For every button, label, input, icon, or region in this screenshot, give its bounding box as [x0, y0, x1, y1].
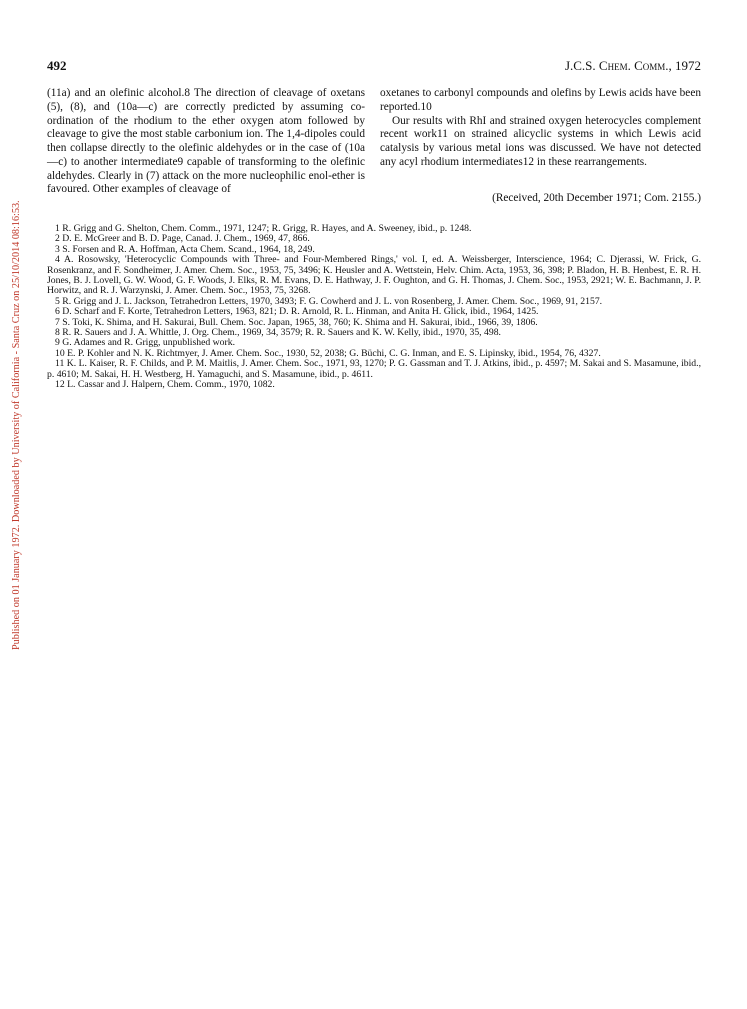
reference-item: 7 S. Toki, K. Shima, and H. Sakurai, Bull. Chem. Soc. Japan, 1965, 38, 760; K. Shima and H. Sakurai, ibid., 1966, 39, 1806. [55, 316, 538, 328]
left-column [47, 87, 365, 197]
download-watermark [0, 0, 22, 1009]
reference-item: 6 D. Scharf and F. Korte, Tetrahedron Letters, 1963, 821; D. R. Arnold, R. L. Hinman, and Anita H. Glick, ibid., 1964, 1425. [55, 306, 539, 318]
running-header [47, 58, 701, 76]
reference-item: 12 L. Cassar and J. Halpern, Chem. Comm., 1970, 1082. [55, 379, 275, 391]
body-paragraph: Our results with RhI and strained oxygen heterocycles complement recent work11 on strained alicyclic systems in which Lewis acid catalysis by various metal ions was discussed. We have not detected any acyl rhodium intermediates12 in these rearrangements. [380, 114, 701, 168]
journal-title: J.C.S. Chem. Comm., 1972 [564, 58, 701, 73]
reference-item: 2 D. E. McGreer and B. D. Page, Canad. J. Chem., 1969, 47, 866. [55, 233, 310, 245]
reference-item: 11 K. L. Kaiser, R. F. Childs, and P. M. Maitlis, J. Amer. Chem. Soc., 1971, 93, 1270; P. G. Gassman and T. J. Atkins, ibid., p. 4597; M. Sakai and S. Masamune, ibid., p. 4610; M. Sakai, H. H. Westberg, H. Yamaguchi, and S. Masamune, ibid., p. 4611. [47, 358, 701, 380]
reference-item: 5 R. Grigg and J. L. Jackson, Tetrahedron Letters, 1970, 3493; F. G. Cowherd and J. L. von Rosenberg, J. Amer. Chem. Soc., 1969, 91, 2157. [55, 295, 603, 307]
body-paragraph: oxetanes to carbonyl compounds and olefins by Lewis acids have been reported.10 [380, 87, 701, 113]
download-watermark-text: Published on 01 January 1972. Downloaded by University of California - Santa Cruz on 25/10/2014 08:16:53. [11, 200, 22, 650]
reference-item: 1 R. Grigg and G. Shelton, Chem. Comm., 1971, 1247; R. Grigg, R. Hayes, and A. Sweeney, ibid., p. 1248. [55, 223, 472, 234]
reference-item: 10 E. P. Kohler and N. K. Richtmyer, J. Amer. Chem. Soc., 1930, 52, 2038; G. Büchi, C. G. Inman, and E. S. Lipinsky, ibid., 1954, 76, 4327. [55, 347, 601, 359]
received-date: (Received, 20th December 1971; Com. 2155.) [492, 192, 701, 204]
references-list [47, 224, 701, 391]
reference-item: 8 R. R. Sauers and J. A. Whittle, J. Org. Chem., 1969, 34, 3579; R. R. Sauers and K. W. Kelly, ibid., 1970, 35, 498. [55, 327, 501, 339]
body-paragraph: (11a) and an olefinic alcohol.8 The direction of cleavage of oxetans (5), (8), and (10a—c) are correctly predicted by assuming co-ordination of the rhodium to the ether oxygen atom followed by cleavage to give the most stable carbonium ion. The 1,4-dipoles could then collapse directly to the olefinic aldehydes or in the case of (10a—c) to another intermediate9 capable of transforming to the olefinic aldehydes. Clearly in (7) attack on the more nucleophilic enol-ether is favoured. Other examples of cleavage of [47, 87, 365, 196]
reference-item: 3 S. Forsen and R. A. Hoffman, Acta Chem. Scand., 1964, 18, 249. [55, 243, 315, 255]
reference-item: 9 G. Adames and R. Grigg, unpublished work. [55, 337, 236, 349]
right-column [380, 87, 701, 170]
reference-item: 4 A. Rosowsky, 'Heterocyclic Compounds with Three- and Four-Membered Rings,' vol. I, ed. A. Weissberger, Interscience, 1964; C. Djerassi, W. Frick, G. Rosenkranz, and F. Sondheimer, J. Amer. Chem. Soc., 1953, 75, 3496; K. Heusler and A. Wettstein, Helv. Chim. Acta, 1953, 36, 398; P. Bladon, H. B. Henbest, E. R. H. Jones, B. J. Lovell, G. W. Wood, G. F. Woods, J. Elks, R. M. Evans, D. E. Hathway, J. F. Oughton, and G. H. Thomas, J. Chem. Soc., 1953, 2921; W. E. Bachmann, J. P. Horwitz, and R. J. Warzynski, J. Amer. Chem. Soc., 1953, 75, 3268. [47, 254, 701, 297]
page-number: 492 [47, 58, 67, 73]
